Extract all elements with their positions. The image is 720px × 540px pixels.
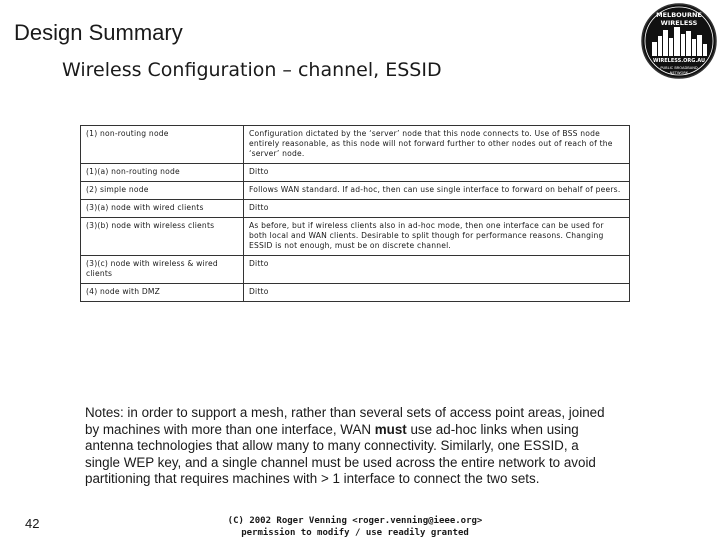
logo-line3: WIRELESS.ORG.AU xyxy=(653,58,705,64)
notes-emphasis: must xyxy=(374,421,407,437)
configuration-table xyxy=(80,125,630,302)
node-cell: (1) non-routing node xyxy=(81,126,244,164)
table-row xyxy=(81,256,630,284)
description-cell: Configuration dictated by the ‘server’ node that this node connects to. Use of BSS node entirely reasonable, as this node will not forward further to other nodes out of reach of the ‘server’ node. xyxy=(244,126,630,164)
node-cell: (3)(c) node with wireless & wired clients xyxy=(81,256,244,284)
node-cell: (1)(a) non-routing node xyxy=(81,164,244,182)
node-cell: (3)(b) node with wireless clients xyxy=(81,218,244,256)
table-row xyxy=(81,164,630,182)
table-row xyxy=(81,284,630,302)
logo-line2: WIRELESS xyxy=(660,19,698,27)
footer-permission: permission to modify / use readily granted xyxy=(241,528,469,538)
table-row xyxy=(81,200,630,218)
node-cell: (2) simple node xyxy=(81,182,244,200)
table-row xyxy=(81,218,630,256)
footer-copyright: (C) 2002 Roger Venning <roger.venning@ieee.org> xyxy=(227,516,483,526)
logo-line5: NETWORK xyxy=(669,71,689,75)
slide-subtitle: Wireless Configuration – channel, ESSID xyxy=(62,59,442,81)
node-cell: (3)(a) node with wired clients xyxy=(81,200,244,218)
slide-title: Design Summary xyxy=(14,20,183,45)
copyright-footer xyxy=(190,515,520,539)
melbourne-wireless-logo xyxy=(640,2,718,80)
notes-text-2: use ad-hoc links when using antenna technologies that allow many to many connectivity. Similarly, one ESSID, a single WEP key, and a single channel must be used across the entire network to avoid partitioning that requires machines with > 1 interface to connect the two sets. xyxy=(85,421,596,487)
logo-line1: MELBOURNE xyxy=(656,11,702,19)
description-cell: Ditto xyxy=(244,200,630,218)
description-cell: Ditto xyxy=(244,284,630,302)
table-row xyxy=(81,126,630,164)
page-number: 42 xyxy=(25,516,40,531)
description-cell: Ditto xyxy=(244,164,630,182)
table-row xyxy=(81,182,630,200)
description-cell: Ditto xyxy=(244,256,630,284)
logo-line4: PUBLIC BROADBAND xyxy=(660,66,698,70)
node-cell: (4) node with DMZ xyxy=(81,284,244,302)
notes-text-1: Notes: in order to support a mesh, rather than several sets of access point areas, joined by machines with more than one interface, WAN xyxy=(85,405,605,437)
notes-paragraph xyxy=(85,405,615,488)
description-cell: As before, but if wireless clients also in ad-hoc mode, then one interface can be used for both local and WAN clients. Desirable to split though for performance reasons. Changing ESSID is not enough, must be on discrete channel. xyxy=(244,218,630,256)
description-cell: Follows WAN standard. If ad-hoc, then can use single interface to forward on behalf of peers. xyxy=(244,182,630,200)
